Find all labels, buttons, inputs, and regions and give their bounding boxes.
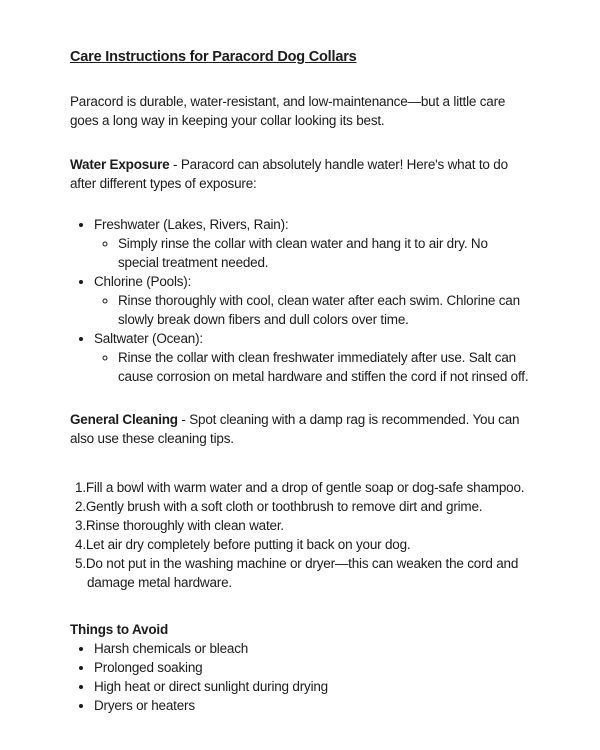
general-cleaning-heading: General Cleaning [70, 412, 178, 427]
list-item: • Harsh chemicals or bleach [94, 639, 530, 658]
cleaning-steps-list [70, 478, 530, 592]
water-exposure-heading: Water Exposure [70, 157, 170, 172]
things-to-avoid-heading: Things to Avoid [70, 622, 168, 637]
water-exposure-lead: - Paracord can absolutely handle water! Here's what to do after different types of exposure: [70, 157, 508, 191]
step-item: Let air dry completely before putting it back on your dog. [85, 537, 411, 552]
sub-list [94, 348, 530, 386]
step-item: Gently brush with a soft cloth or toothbrush to remove dirt and grime. [85, 499, 483, 514]
list-item [94, 329, 530, 386]
step-item: Rinse thoroughly with clean water. [85, 518, 284, 533]
page-title: Care Instructions for Paracord Dog Collars [70, 49, 357, 65]
list-item [94, 215, 530, 272]
list-item-detail: ◦ Rinse the collar with clean freshwater immediately after use. Salt can cause corrosion on metal hardware and stiffen the cord if not rinsed off. [118, 348, 530, 386]
intro-paragraph: Paracord is durable, water-resistant, and low-maintenance—but a little care goes a long way in keeping your collar looking its best. [70, 94, 506, 128]
list-item [94, 272, 530, 329]
list-item: • Dryers or heaters [94, 696, 530, 715]
list-item: • Prolonged soaking [94, 658, 530, 677]
sub-list [94, 234, 530, 272]
list-item-label: Saltwater (Ocean): [94, 331, 203, 346]
sub-list [94, 291, 530, 329]
water-exposure-list [70, 215, 530, 386]
general-cleaning-lead: - Spot cleaning with a damp rag is recommended. You can also use these cleaning tips. [70, 412, 520, 446]
list-item-detail: ◦ Simply rinse the collar with clean water and hang it to air dry. No special treatment needed. [118, 234, 530, 272]
list-item: • High heat or direct sunlight during drying [94, 677, 530, 696]
general-cleaning-paragraph [70, 410, 530, 448]
step-item: Fill a bowl with warm water and a drop of gentle soap or dog-safe shampoo. [85, 480, 525, 495]
things-to-avoid-list [70, 639, 530, 715]
step-item: Do not put in the washing machine or dryer—this can weaken the cord and damage metal hardware. [85, 556, 519, 590]
list-item-detail: ◦ Rinse thoroughly with cool, clean water after each swim. Chlorine can slowly break down fibers and dull colors over time. [118, 291, 530, 329]
water-exposure-paragraph [70, 155, 530, 193]
list-item-label: Chlorine (Pools): [94, 274, 192, 289]
list-item-label: Freshwater (Lakes, Rivers, Rain): [94, 217, 289, 232]
